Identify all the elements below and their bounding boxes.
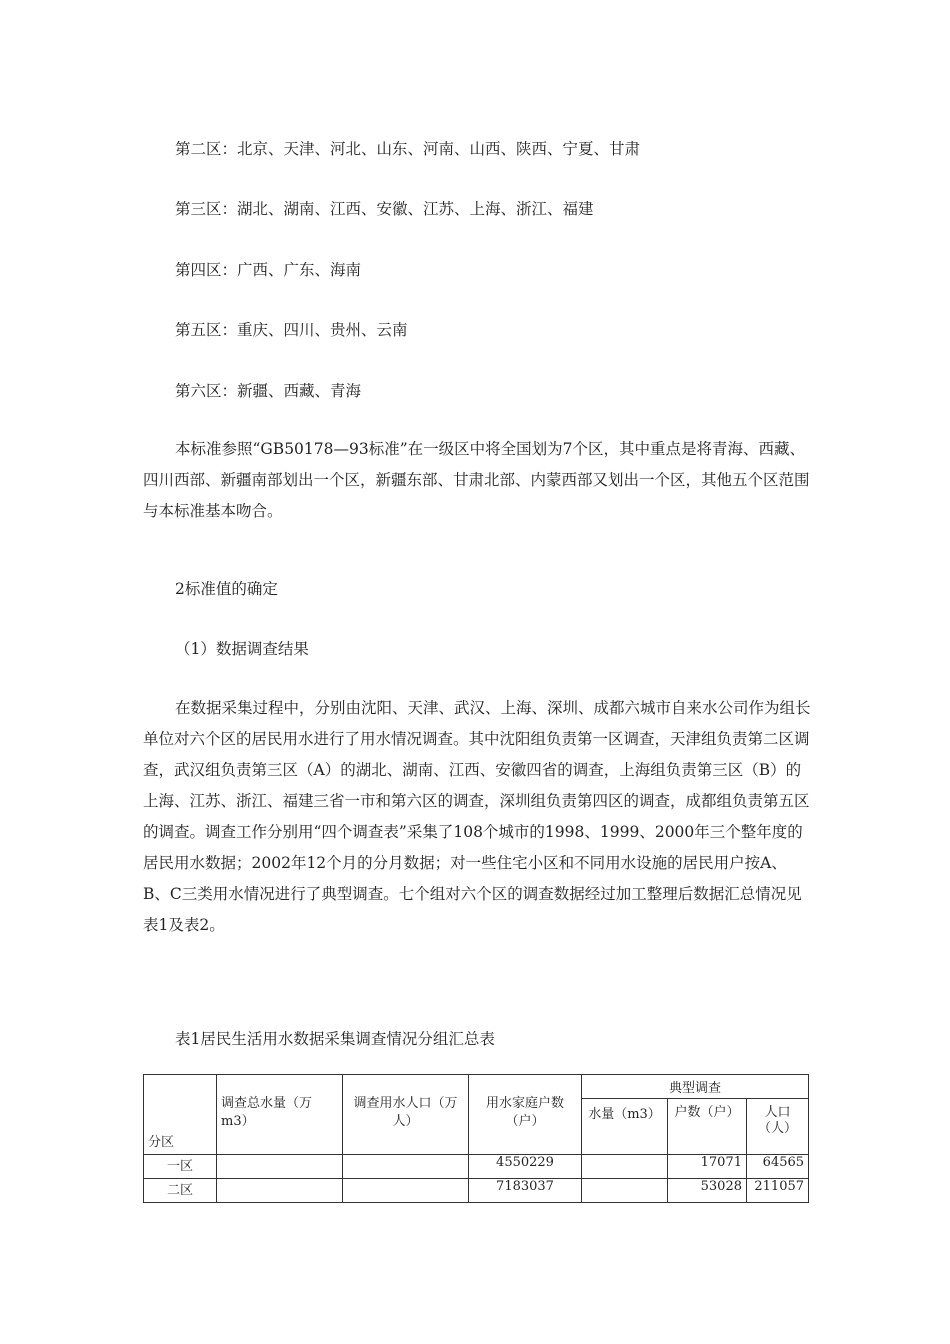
zone-2-line: 第二区：北京、天津、河北、山东、河南、山西、陕西、宁夏、甘肃 bbox=[175, 140, 641, 158]
cell-typ-households: 53028 bbox=[668, 1179, 747, 1203]
header-population: 调查用水人口（万人） bbox=[343, 1075, 469, 1155]
cell-households: 4550229 bbox=[469, 1155, 582, 1179]
section-heading: 2标准值的确定 bbox=[175, 580, 278, 598]
header-typ-water: 水量（m3） bbox=[582, 1099, 668, 1155]
header-typ-households: 户数（户） bbox=[668, 1099, 747, 1155]
header-total-water: 调查总水量（万m3） bbox=[217, 1075, 343, 1155]
zone-6-line: 第六区：新疆、西藏、青海 bbox=[175, 382, 362, 400]
cell-total-water bbox=[217, 1155, 343, 1179]
header-zone: 分区 bbox=[144, 1075, 217, 1155]
cell-typ-water bbox=[582, 1155, 668, 1179]
table1 bbox=[143, 1074, 809, 1203]
cell-households: 7183037 bbox=[469, 1179, 582, 1203]
header-typ-population: 人口（人） bbox=[747, 1099, 809, 1155]
cell-zone: 一区 bbox=[144, 1155, 217, 1179]
cell-typ-water bbox=[582, 1179, 668, 1203]
cell-typ-households: 17071 bbox=[668, 1155, 747, 1179]
cell-population bbox=[343, 1155, 469, 1179]
cell-typ-population: 211057 bbox=[747, 1179, 809, 1203]
zone-5-line: 第五区：重庆、四川、贵州、云南 bbox=[175, 321, 408, 339]
table-row bbox=[144, 1179, 809, 1203]
header-typical-survey: 典型调查 bbox=[582, 1075, 809, 1099]
cell-total-water bbox=[217, 1179, 343, 1203]
cell-population bbox=[343, 1179, 469, 1203]
survey-paragraph: 在数据采集过程中，分别由沈阳、天津、武汉、上海、深圳、成都六城市自来水公司作为组长单位对六个区的居民用水进行了用水情况调查。其中沈阳组负责第一区调查，天津组负责第二区调查，武汉组负责第三区（A）的湖北、湖南、江西、安徽四省的调查，上海组负责第三区（B）的上海、江苏、浙江、福建三省一市和第六区的调查，深圳组负责第四区的调查，成都组负责第五区的调查。调查工作分别用“四个调查表”采集了108个城市的1998、1999、2000年三个整年度的居民用水数据；2002年12个月的分月数据；对一些住宅小区和不同用水设施的居民用户按A、B、C三类用水情况进行了典型调查。七个组对六个区的调查数据经过加工整理后数据汇总情况见表1及表2。 bbox=[143, 699, 811, 934]
table1-caption: 表1居民生活用水数据采集调查情况分组汇总表 bbox=[175, 1030, 495, 1048]
cell-zone: 二区 bbox=[144, 1179, 217, 1203]
cell-typ-population: 64565 bbox=[747, 1155, 809, 1179]
standard-paragraph: 本标准参照“GB50178—93标准”在一级区中将全国划为7个区，其中重点是将青海、西藏、四川西部、新疆南部划出一个区，新疆东部、甘肃北部、内蒙西部又划出一个区，其他五个区范围与本标准基本吻合。 bbox=[143, 440, 810, 520]
table-row bbox=[144, 1155, 809, 1179]
header-households: 用水家庭户数（户） bbox=[469, 1075, 582, 1155]
subsection-heading: （1）数据调查结果 bbox=[175, 640, 309, 658]
zone-4-line: 第四区：广西、广东、海南 bbox=[175, 261, 362, 279]
zone-3-line: 第三区：湖北、湖南、江西、安徽、江苏、上海、浙江、福建 bbox=[175, 200, 594, 218]
